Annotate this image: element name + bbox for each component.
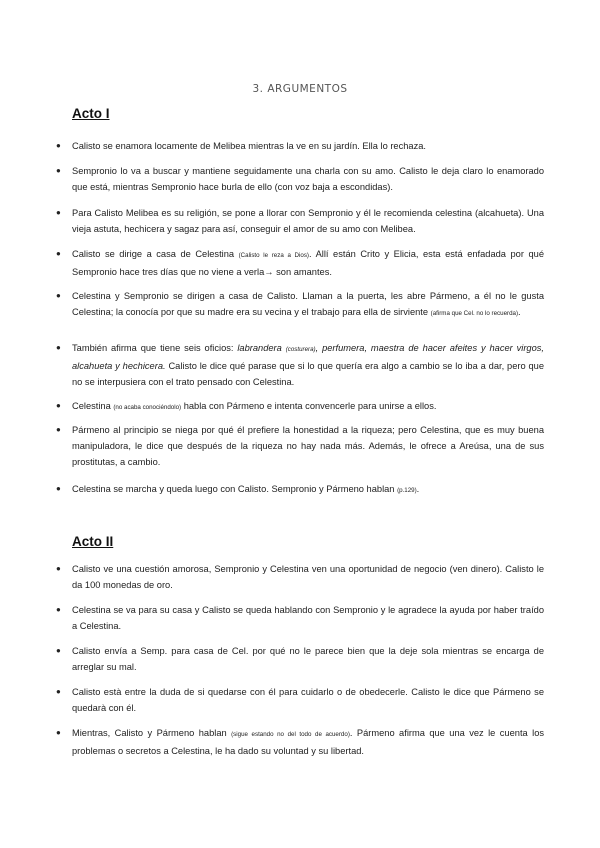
section-heading-acto-2: Acto II xyxy=(72,534,114,549)
item-text: Celestina se va para su casa y Calisto se queda hablando con Sempronio y le agradece la ayuda por haber traído a Celestina. xyxy=(72,605,544,631)
item-text: Mientras, Calisto y Pármeno hablan xyxy=(72,728,232,738)
item-italic-text: labrandera xyxy=(237,343,286,353)
item-aside: (costurera) xyxy=(285,346,316,353)
item-text: Pármeno al principio se niega por qué él prefiere la honestidad a la riqueza; pero Celestina, que es muy buena manipuladora, le dice que después de la riqueza no hay nada más. Además, le ofrece a Areúsa, una de sus prostitutas, a cambio. xyxy=(72,425,544,467)
bullet-icon: ● xyxy=(56,605,61,614)
list-item xyxy=(56,561,544,593)
bullet-icon: ● xyxy=(56,484,61,493)
item-text: Calisto le dice qué parase que si lo que quería era algo a cambio se lo iba a dar, pero que no se interpusiera con el trato pensado con Celestina. xyxy=(72,361,545,387)
item-aside: (Calisto le reza a Dios) xyxy=(238,252,309,259)
list-item xyxy=(56,340,544,390)
item-italic-text: , perfumera, maestra de hacer afeites y hacer virgos, alcahueta y hechicera. xyxy=(72,343,544,371)
list-item xyxy=(56,481,544,499)
list-item xyxy=(56,422,544,470)
item-text: . xyxy=(416,484,420,494)
list-item xyxy=(56,398,544,416)
list-item xyxy=(56,246,544,280)
item-text: Calisto envía a Semp. para casa de Cel. por qué no le parece bien que la deje sola mientras se encarga de arreglar su mal. xyxy=(72,646,544,672)
item-text: habla con Pármeno e intenta convencerle para unirse a ellos. xyxy=(181,401,437,411)
item-text: . Pármeno afirma que una vez le cuenta los problemas o secretos a Celestina, le ha dado su voluntad y su libertad. xyxy=(72,728,545,756)
bullet-icon: ● xyxy=(56,687,61,696)
list-item xyxy=(56,288,544,322)
item-text: . Allí están Crito y Elicia, esta está enfadada por qué Sempronio hace tres días que no viene a verla→ son amantes. xyxy=(72,249,544,277)
item-text: Sempronio lo va a buscar y mantiene seguidamente una charla con su amo. Calisto le deja claro lo enamorado que está, mientras Sempronio hace burla de ello (con voz baja a escondidas). xyxy=(72,166,544,192)
bullet-icon: ● xyxy=(56,343,61,352)
item-text: Calisto ve una cuestión amorosa, Sempronio y Celestina ven una oportunidad de negocio (ven dinero). Calisto le da 100 monedas de oro. xyxy=(72,564,544,590)
item-text: Celestina xyxy=(72,401,114,411)
item-text: Calisto se enamora locamente de Melibea mientras la ve en su jardín. Ella lo rechaza. xyxy=(72,141,426,151)
item-text: Celestina y Sempronio se dirigen a casa de Calisto. Llaman a la puerta, les abre Pármeno, a él no le gusta Celestina; la conocía por que su madre era su vecina y el trabajo para ella de sirviente xyxy=(72,291,544,317)
item-text: También afirma que tiene seis oficios: xyxy=(72,343,238,353)
list-item xyxy=(56,643,544,675)
list-item xyxy=(56,205,544,237)
bullet-icon: ● xyxy=(56,646,61,655)
section-heading-acto-1: Acto I xyxy=(72,106,110,121)
item-aside: (p.129) xyxy=(397,487,417,494)
bullet-icon: ● xyxy=(56,166,61,175)
bullet-icon: ● xyxy=(56,728,61,737)
bullet-icon: ● xyxy=(56,425,61,434)
bullet-icon: ● xyxy=(56,141,61,150)
item-aside: (sigue estando no del todo de acuerdo) xyxy=(231,731,350,738)
item-aside: (afirma que Cel. no lo recuerda) xyxy=(430,310,519,317)
item-text: Para Calisto Melibea es su religión, se pone a llorar con Sempronio y él le recomienda celestina (alcahueta). Una vieja astuta, hechicera y sagaz para así, conseguir el amor de su amo con Melibea. xyxy=(72,208,544,234)
list-item xyxy=(56,725,544,759)
item-aside: (no acaba conociéndolo) xyxy=(113,404,182,411)
list-item xyxy=(56,138,544,154)
item-text: Celestina se marcha y queda luego con Calisto. Sempronio y Pármeno hablan xyxy=(72,484,398,494)
document-title: 3. ARGUMENTOS xyxy=(252,83,348,96)
list-item xyxy=(56,163,544,195)
list-item xyxy=(56,602,544,634)
item-text: Calisto està entre la duda de si quedarse con él para cuidarlo o de obedecerle. Calisto le dice que Pármeno se quedarà con él. xyxy=(72,687,544,713)
bullet-icon: ● xyxy=(56,208,61,217)
item-text: Calisto se dirige a casa de Celestina xyxy=(72,249,239,259)
list-item xyxy=(56,684,544,716)
item-text: . xyxy=(518,307,521,317)
bullet-icon: ● xyxy=(56,401,61,410)
bullet-icon: ● xyxy=(56,249,61,258)
bullet-icon: ● xyxy=(56,291,61,300)
bullet-icon: ● xyxy=(56,564,61,573)
